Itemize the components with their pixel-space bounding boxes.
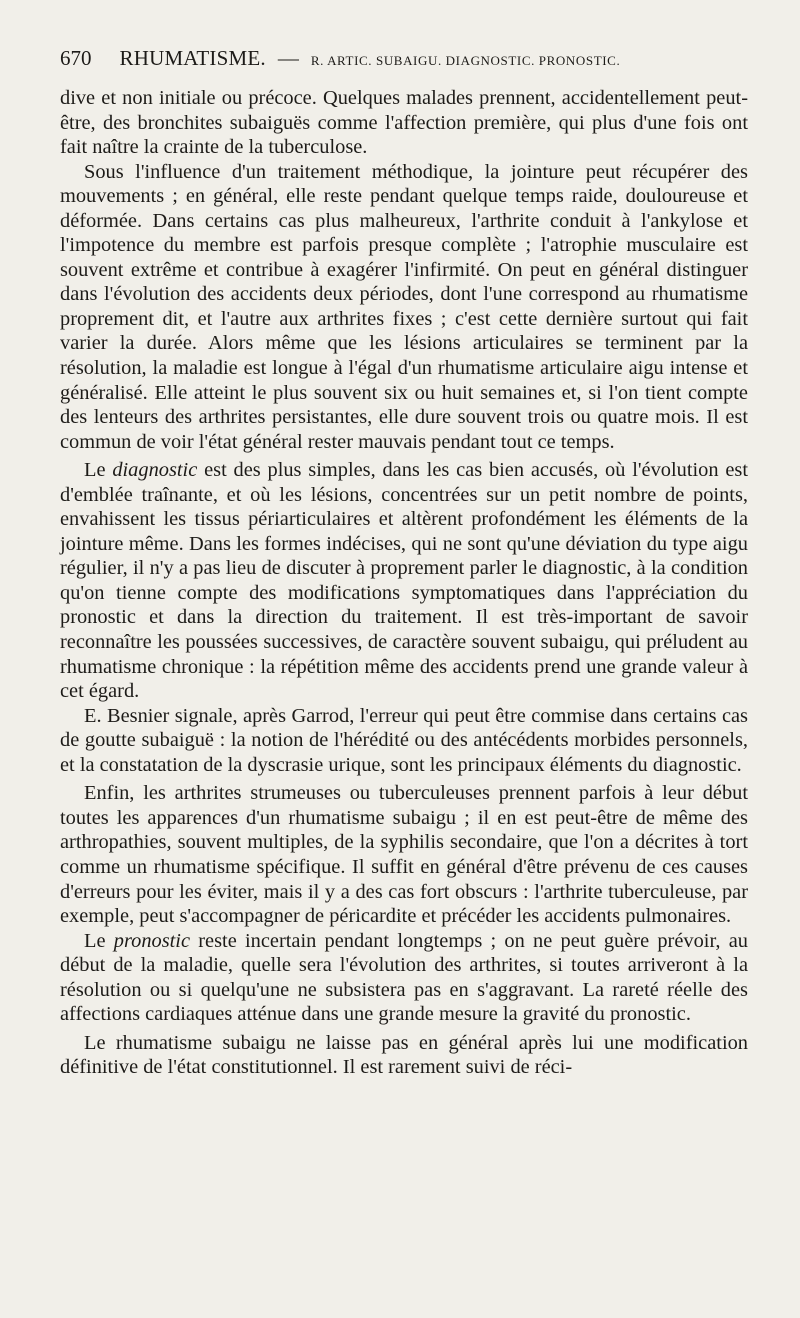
paragraph-text: est des plus simples, dans les cas bien accusés, où l'évolution est d'emblée traînante, et où les lésions, concentrées sur un petit nombre de points, envahissent les tissus périarticulaires et altèrent profondément les éléments de la jointure même. Dans les formes indécises, qui ne sont qu'une déviation du type aigu régulier, il n'y a pas lieu de discuter à proprement parler le diagnostic, à la condition qu'on tienne compte des modifications symptomatiques dans l'appréciation du pronostic et dans la direction du traitement. Il est très-important de savoir reconnaître les poussées successives, de caractère souvent subaigu, qui préludent au rhumatisme chronique : la répétition même des accidents prend une grande valeur à cet égard. — [60, 459, 748, 703]
paragraph-text: Enfin, les arthrites strumeuses ou tuberculeuses prennent parfois à leur début toutes les apparences d'un rhumatisme subaigu ; il en est peut-être de même des arthropathies, souvent multiples, de la syphilis secondaire, que l'on a décrites à tort comme un rhumatisme spécifique. Il suffit en général d'être prévenu de ces causes d'erreurs pour les éviter, mais il y a des cas fort obscurs : l'arthrite tuberculeuse, par exemple, peut s'accompagner de péricardite et précéder les accidents pulmonaires. — [60, 782, 748, 928]
italic-term: diagnostic — [112, 459, 198, 482]
paragraph-text: dive et non initiale ou précoce. Quelques malades prennent, accidentellement peut-être, des bronchites subaiguës comme l'affection première, qui plus d'une fois ont fait naître la crainte de la tuberculose. — [60, 87, 748, 159]
paragraph-text: Le — [84, 929, 114, 952]
paragraph — [60, 1031, 748, 1080]
body-text — [60, 86, 748, 1080]
paragraph — [60, 86, 748, 160]
header-title: RHUMATISME. — [119, 46, 266, 70]
paragraph-diagnostic — [60, 458, 748, 703]
paragraph-text: reste incertain pendant longtemps ; on ne peut guère prévoir, au début de la maladie, quelle sera l'évolution des arthrites, si toutes arriveront à la résolution ou si quelqu'une ne subsistera pas en s'aggravant. La rareté réelle des affections cardiaques atténue dans une grande mesure la gravité du pronostic. — [60, 929, 749, 1026]
running-header — [60, 46, 748, 86]
header-subtitle: R. ARTIC. SUBAIGU. DIAGNOSTIC. PRONOSTIC. — [310, 53, 621, 68]
paragraph — [60, 704, 748, 778]
paragraph-text: Le — [84, 459, 113, 482]
italic-term: pronostic — [113, 929, 191, 952]
paragraph — [60, 160, 748, 455]
paragraph — [60, 781, 748, 928]
paragraph-pronostic — [60, 929, 748, 1027]
paragraph-text: Le rhumatisme subaigu ne laisse pas en général après lui une modification définitive de l'état constitutionnel. Il est rarement suivi de réci- — [60, 1031, 748, 1079]
header-dash: — — [277, 46, 299, 70]
paragraph-text: Sous l'influence d'un traitement méthodique, la jointure peut récupérer des mouvements ; en général, elle reste pendant quelque temps raide, douloureuse et déformée. Dans certains cas plus malheureux, l'arthrite conduit à l'ankylose et l'impotence du membre est parfois presque complète ; l'atrophie musculaire est souvent extrême et contribue à exagérer l'infirmité. On peut en général distinguer dans l'évolution des accidents deux périodes, dont l'une correspond au rhumatisme proprement dit, et l'autre aux arthrites fixes ; c'est cette dernière surtout qui fait varier la durée. Alors même que les lésions articulaires se terminent par la résolution, la maladie est longue à l'égal d'un rhumatisme articulaire aigu intense et généralisé. Elle atteint le plus souvent six ou huit semaines et, si l'on tient compte des lenteurs des arthrites persistantes, elle dure souvent trois ou quatre mois. Il est commun de voir l'état général rester mauvais pendant tout ce temps. — [60, 160, 748, 453]
paragraph-text: E. Besnier signale, après Garrod, l'erreur qui peut être commise dans certains cas de goutte subaiguë : la notion de l'hérédité ou des antécédents morbides personnels, et la constatation de la dyscrasie urique, sont les principaux éléments du diagnostic. — [60, 704, 748, 776]
page-number: 670 — [60, 46, 92, 70]
